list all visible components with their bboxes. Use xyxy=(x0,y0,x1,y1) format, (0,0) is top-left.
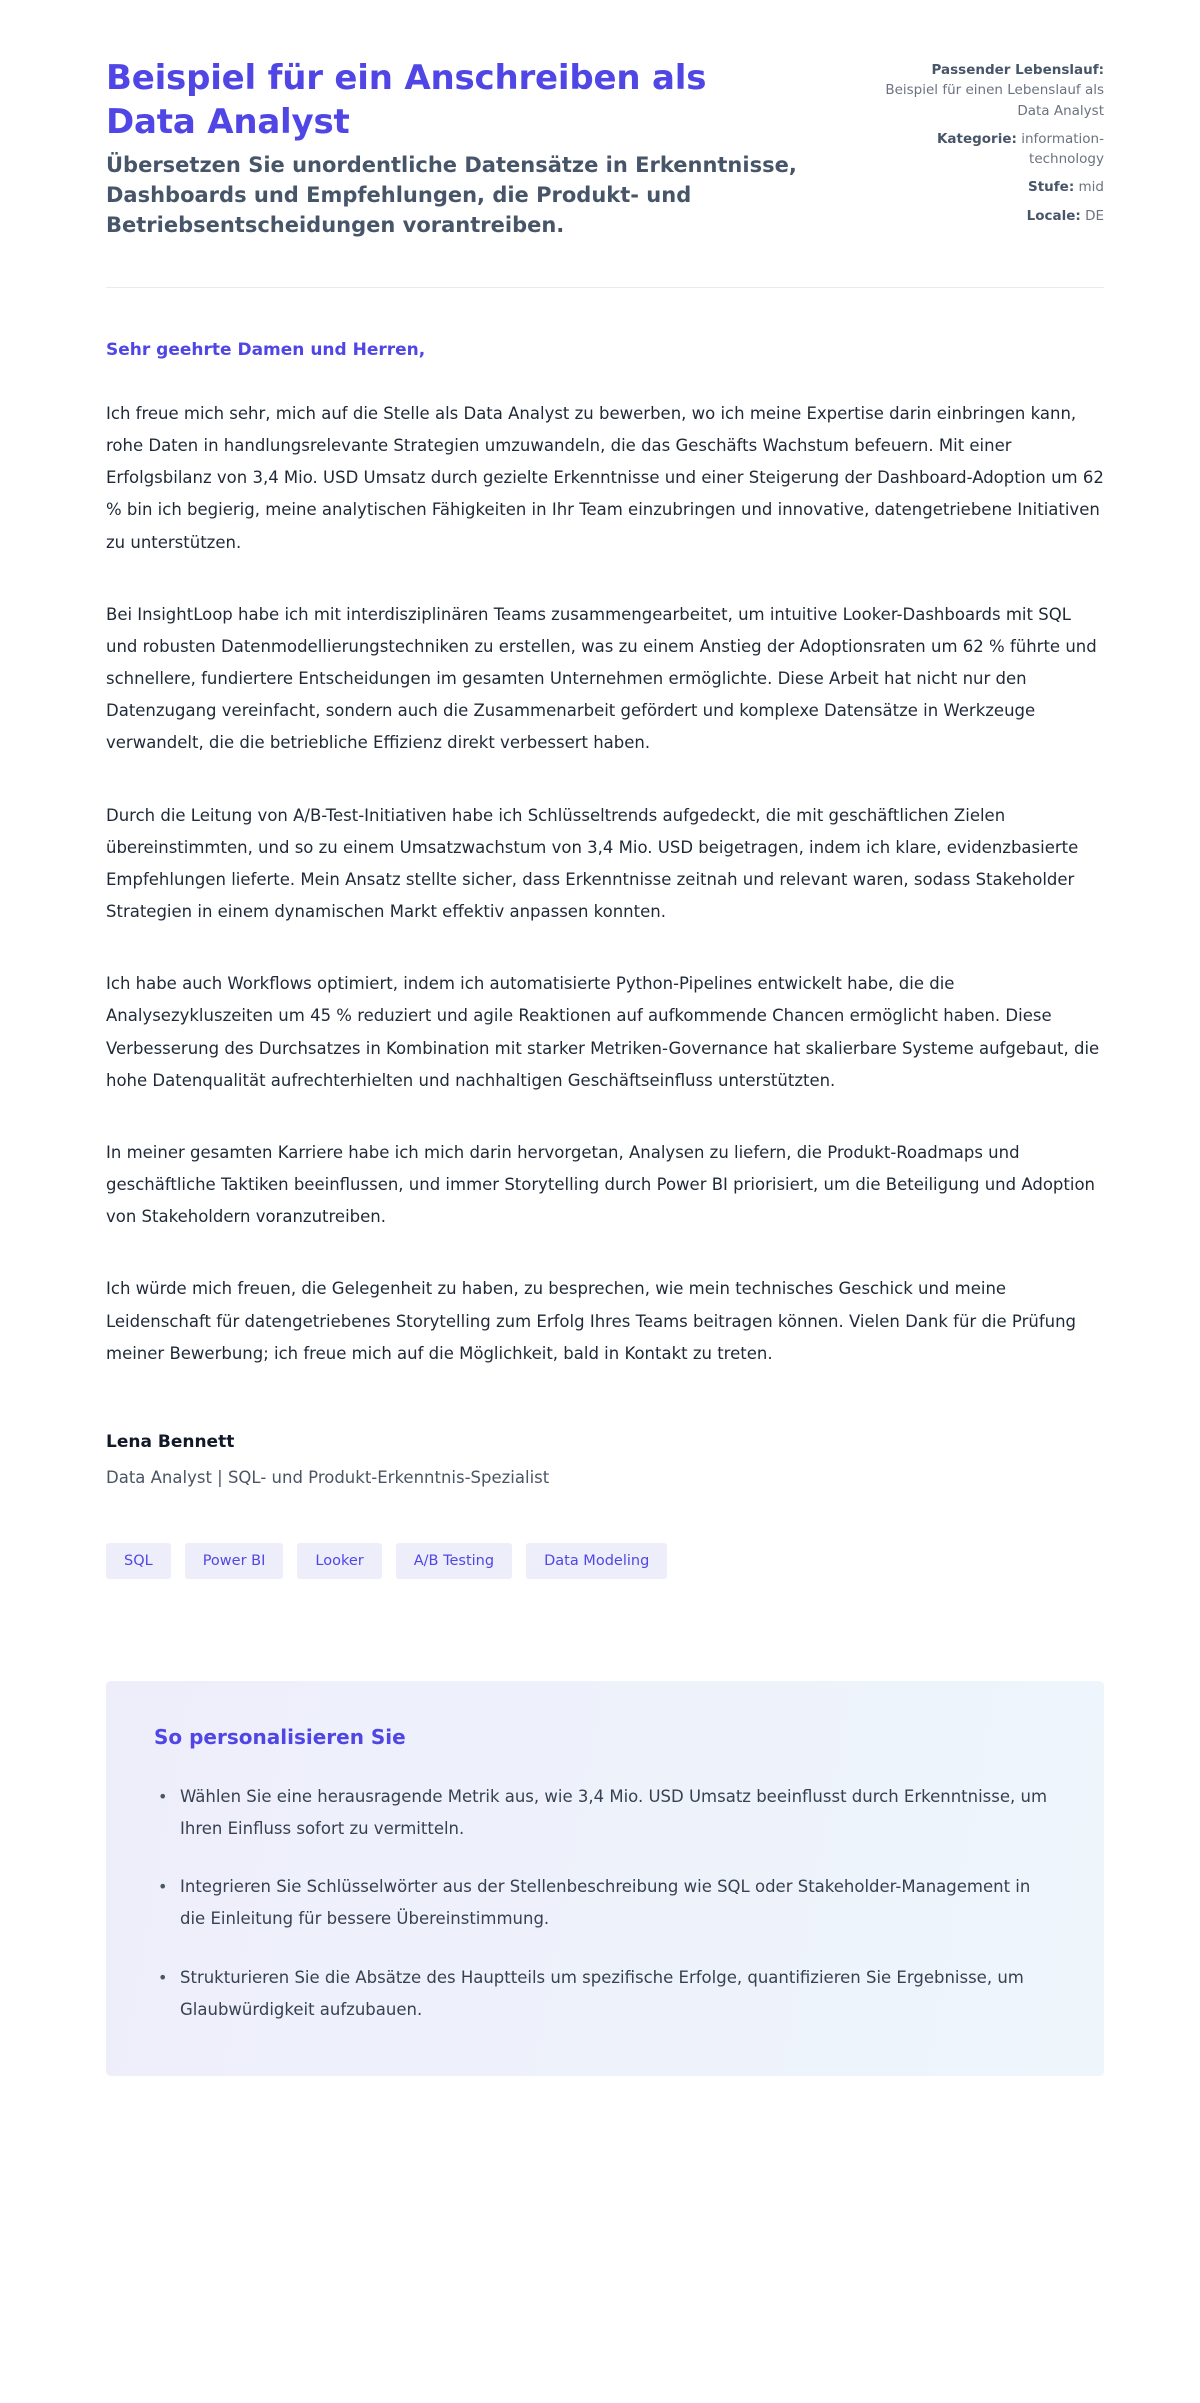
metadata-row-matching-resume xyxy=(879,60,1104,121)
skill-tag[interactable]: Power BI xyxy=(185,1543,284,1579)
letter-paragraph: Ich freue mich sehr, mich auf die Stelle als Data Analyst zu bewerben, wo ich meine Expertise darin einbringen kann, rohe Daten in handlungsrelevante Strategien umzuwandeln, die das Geschäfts Wachstum befeuern. Mit einer Erfolgsbilanz von 3,4 Mio. USD Umsatz durch gezielte Erkenntnisse und einer Steigerung der Dashboard-Adoption um 62 % bin ich begierig, meine analytischen Fähigkeiten in Ihr Team einzubringen und innovative, datengetriebene Initiativen zu unterstützen. xyxy=(106,403,1104,552)
skill-tag[interactable]: Data Modeling xyxy=(526,1543,667,1579)
metadata-value: information-technology xyxy=(1021,130,1104,167)
metadata-row-category xyxy=(879,129,1104,170)
metadata-label: Stufe: xyxy=(1028,179,1075,196)
skill-tag[interactable]: SQL xyxy=(106,1543,171,1579)
letter-paragraph: Durch die Leitung von A/B-Test-Initiativen habe ich Schlüsseltrends aufgedeckt, die mit geschäftlichen Zielen übereinstimmten, und so zu einem Umsatzwachstum von 3,4 Mio. USD beigetragen, indem ich klare, evidenzbasierte Empfehlungen lieferte. Mein Ansatz stellte sicher, dass Erkenntnisse zeitnah und relevant waren, sodass Stakeholder Strategien in einem dynamischen Markt effektiv anpassen konnten. xyxy=(106,805,1079,922)
skill-tag[interactable]: A/B Testing xyxy=(396,1543,512,1579)
metadata-label: Locale: xyxy=(1026,207,1081,224)
header-title-block xyxy=(106,56,826,241)
letter-paragraph: Bei InsightLoop habe ich mit interdisziplinären Teams zusammengearbeitet, um intuitive Looker-Dashboards mit SQL und robusten Datenmodellierungstechniken zu erstellen, was zu einem Anstieg der Adoptionsraten um 62 % führte und schnellere, fundiertere Entscheidungen im gesamten Unternehmen ermöglichte. Diese Arbeit hat nicht nur den Datenzugang vereinfacht, sondern auch die Zusammenarbeit gefördert und komplexe Datensätze in Werkzeuge verwandelt, die die betriebliche Effizienz direkt verbessert haben. xyxy=(106,604,1097,753)
callout-title: So personalisieren Sie xyxy=(154,1724,406,1749)
signature-role: Data Analyst | SQL- und Produkt-Erkenntnis-Spezialist xyxy=(106,1467,550,1487)
page-title: Beispiel für ein Anschreiben als Data Analyst xyxy=(106,58,707,143)
metadata-value: Beispiel für einen Lebenslauf als Data Analyst xyxy=(885,82,1104,119)
letter-paragraph: Ich würde mich freuen, die Gelegenheit zu haben, zu besprechen, wie mein technisches Geschick und meine Leidenschaft für datengetriebenes Storytelling zum Erfolg Ihres Teams beitragen können. Vielen Dank für die Prüfung meiner Bewerbung; ich freue mich auf die Möglichkeit, bald in Kontakt zu treten. xyxy=(106,1279,1077,1363)
personalization-callout xyxy=(106,1681,1104,2076)
signature-name: Lena Bennett xyxy=(106,1431,235,1452)
callout-list-item: • Wählen Sie eine herausragende Metrik aus, wie 3,4 Mio. USD Umsatz beeinflusst durch Erkenntnisse, um Ihren Einfluss sofort zu vermitteln. xyxy=(154,1781,1054,1845)
letter-body xyxy=(106,288,1104,1370)
callout-list-item: • Strukturieren Sie die Absätze des Hauptteils um spezifische Erfolge, quantifizieren Sie Ergebnisse, um Glaubwürdigkeit aufzubauen. xyxy=(154,1962,1054,2026)
metadata-value: DE xyxy=(1085,207,1104,224)
page-subtitle: Übersetzen Sie unordentliche Datensätze in Erkenntnisse, Dashboards und Empfehlungen, die Produkt- und Betriebsentscheidungen vorantreiben. xyxy=(106,153,797,237)
skill-tag-list xyxy=(106,1543,1104,1579)
letter-salutation: Sehr geehrte Damen und Herren, xyxy=(106,339,426,360)
signature-block xyxy=(106,1432,1104,1487)
metadata-row-locale xyxy=(879,206,1104,226)
metadata-label: Passender Lebenslauf: xyxy=(931,62,1104,78)
letter-paragraph: Ich habe auch Workflows optimiert, indem ich automatisierte Python-Pipelines entwickelt habe, die die Analysezykluszeiten um 45 % reduziert und agile Reaktionen auf aufkommende Chancen ermöglicht haben. Diese Verbesserung des Durchsatzes in Kombination mit starker Metriken-Governance hat skalierbare Systeme aufgebaut, die hohe Datenqualität aufrechterhielten und nachhaltigen Geschäftseinfluss unterstützten. xyxy=(106,974,1100,1090)
metadata-value: mid xyxy=(1078,179,1104,196)
metadata-row-level xyxy=(879,177,1104,197)
callout-list xyxy=(154,1781,1056,2026)
metadata-label: Kategorie: xyxy=(936,130,1017,147)
document-metadata xyxy=(879,56,1104,226)
callout-list-item: • Integrieren Sie Schlüsselwörter aus der Stellenbeschreibung wie SQL oder Stakeholder-Management in die Einleitung für bessere Übereinstimmung. xyxy=(154,1871,1054,1935)
page-header xyxy=(106,56,1104,241)
skill-tag[interactable]: Looker xyxy=(297,1543,381,1579)
letter-paragraph: In meiner gesamten Karriere habe ich mich darin hervorgetan, Analysen zu liefern, die Produkt-Roadmaps und geschäftliche Taktiken beeinflussen, und immer Storytelling durch Power BI priorisiert, um die Beteiligung und Adoption von Stakeholdern voranzutreiben. xyxy=(106,1142,1096,1227)
